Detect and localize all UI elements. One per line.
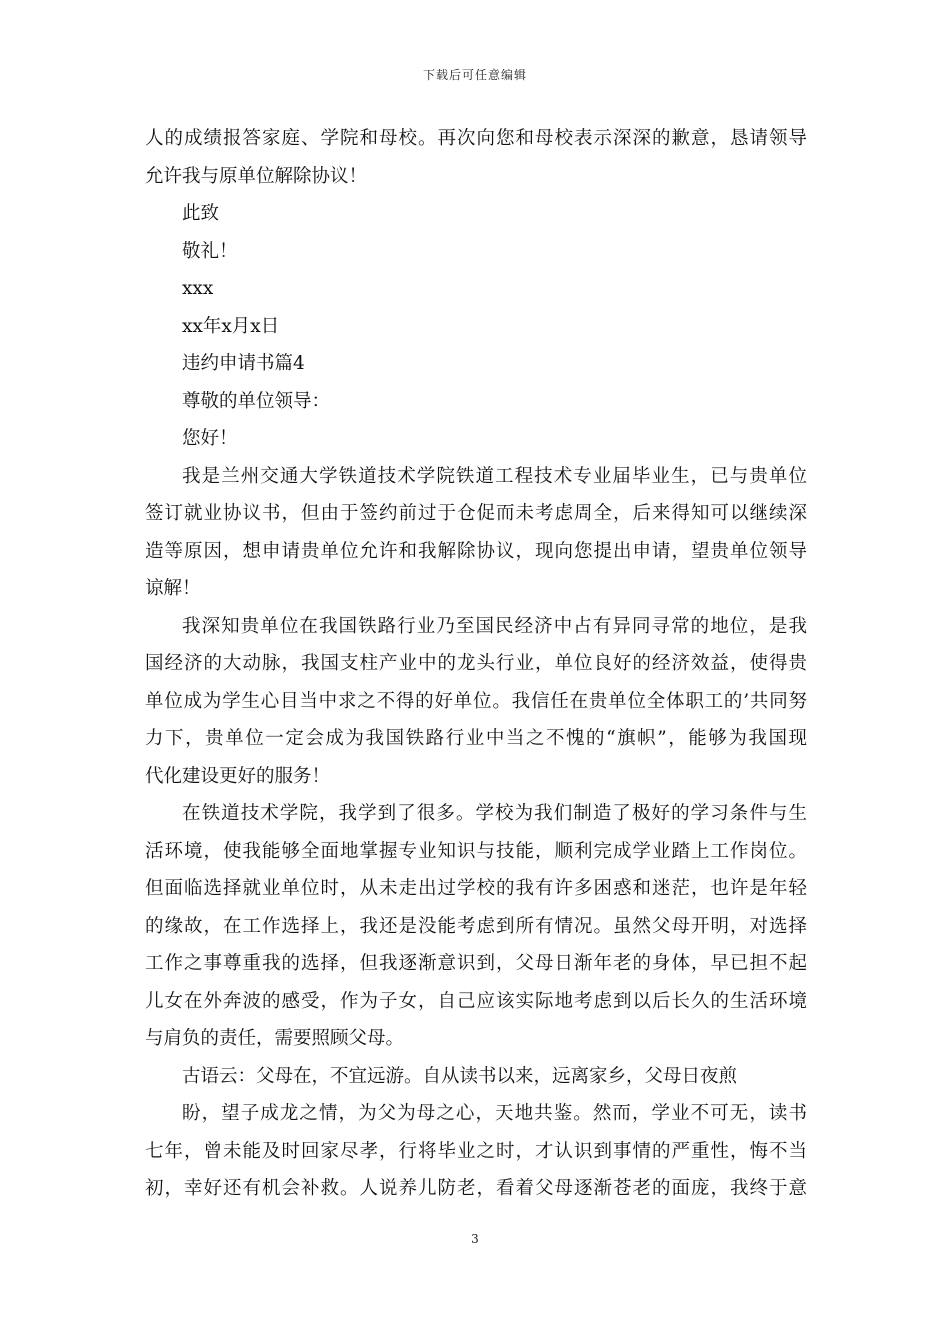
body-line: 我深知贵单位在我国铁路行业乃至国民经济中占有异同寻常的地位，是我 xyxy=(182,615,807,637)
body-line: 与肩负的责任，需要照顾父母。 xyxy=(145,1028,405,1049)
body-line: 国经济的大动脉，我国支柱产业中的龙头行业，单位良好的经济效益，使得贵 xyxy=(145,653,807,674)
body-line: 盼，望子成龙之情，为父为母之心，天地共鉴。然而，学业不可无，读书 xyxy=(182,1103,807,1124)
signature-name: xxx xyxy=(182,278,214,299)
greeting-line: 尊敬的单位领导： xyxy=(182,390,331,412)
body-line: 七年，曾未能及时回家尽孝，行将毕业之时，才认识到事情的严重性，悔不当 xyxy=(145,1140,807,1162)
body-line: 力下，贵单位一定会成为我国铁路行业中当之不愧的“旗帜”，能够为我国现 xyxy=(145,728,807,749)
body-line: 儿女在外奔波的感受，作为子女，自己应该实际地考虑到以后长久的生活环境 xyxy=(145,990,807,1012)
body-line: 初，幸好还有机会补救。人说养儿防老，看着父母逐渐苍老的面庞，我终于意 xyxy=(145,1178,807,1199)
page-number: 3 xyxy=(471,1232,479,1246)
body-line: 古语云：父母在，不宜远游。自从读书以来，远离家乡，父母日夜煎 xyxy=(182,1065,738,1087)
body-line: 人的成绩报答家庭、学院和母校。再次向您和母校表示深深的歉意，恳请领导 xyxy=(145,128,807,149)
body-line: 但面临选择就业单位时，从未走出过学校的我有许多困惑和迷茫，也许是年轻 xyxy=(145,878,807,899)
body-line: 的缘故，在工作选择上，我还是没能考虑到所有情况。虽然父母开明，对选择 xyxy=(145,915,807,937)
body-line: 造等原因，想申请贵单位允许和我解除协议，现向您提出申请，望贵单位领导 xyxy=(145,540,807,562)
body-line: 在铁道技术学院，我学到了很多。学校为我们制造了极好的学习条件与生 xyxy=(182,803,807,824)
body-line: 活环境，使我能够全面地掌握专业知识与技能，顺利完成学业踏上工作岗位。 xyxy=(145,840,807,862)
signature-date: xx年x月x日 xyxy=(182,315,280,337)
body-line: 允许我与原单位解除协议！ xyxy=(145,165,368,187)
body-line: 谅解！ xyxy=(145,578,201,599)
body-line: 我是兰州交通大学铁道技术学院铁道工程技术专业届毕业生，已与贵单位 xyxy=(182,465,807,487)
body-line: 签订就业协议书，但由于签约前过于仓促而未考虑周全，后来得知可以继续深 xyxy=(145,503,807,524)
body-line: 工作之事尊重我的选择，但我逐渐意识到，父母日渐年老的身体，早已担不起 xyxy=(145,953,807,974)
body-line: 单位成为学生心目当中求之不得的好单位。我信任在贵单位全体职工的’共同努 xyxy=(145,690,807,712)
document-body xyxy=(145,120,807,1208)
body-line: 代化建设更好的服务！ xyxy=(145,765,331,787)
salutation-line: 此致 xyxy=(182,203,220,224)
page-header: 下载后可任意编辑 xyxy=(422,68,527,82)
salutation-line: 敬礼！ xyxy=(182,240,238,262)
greeting-line: 您好！ xyxy=(182,428,238,449)
section-title: 违约申请书篇4 xyxy=(182,353,305,374)
